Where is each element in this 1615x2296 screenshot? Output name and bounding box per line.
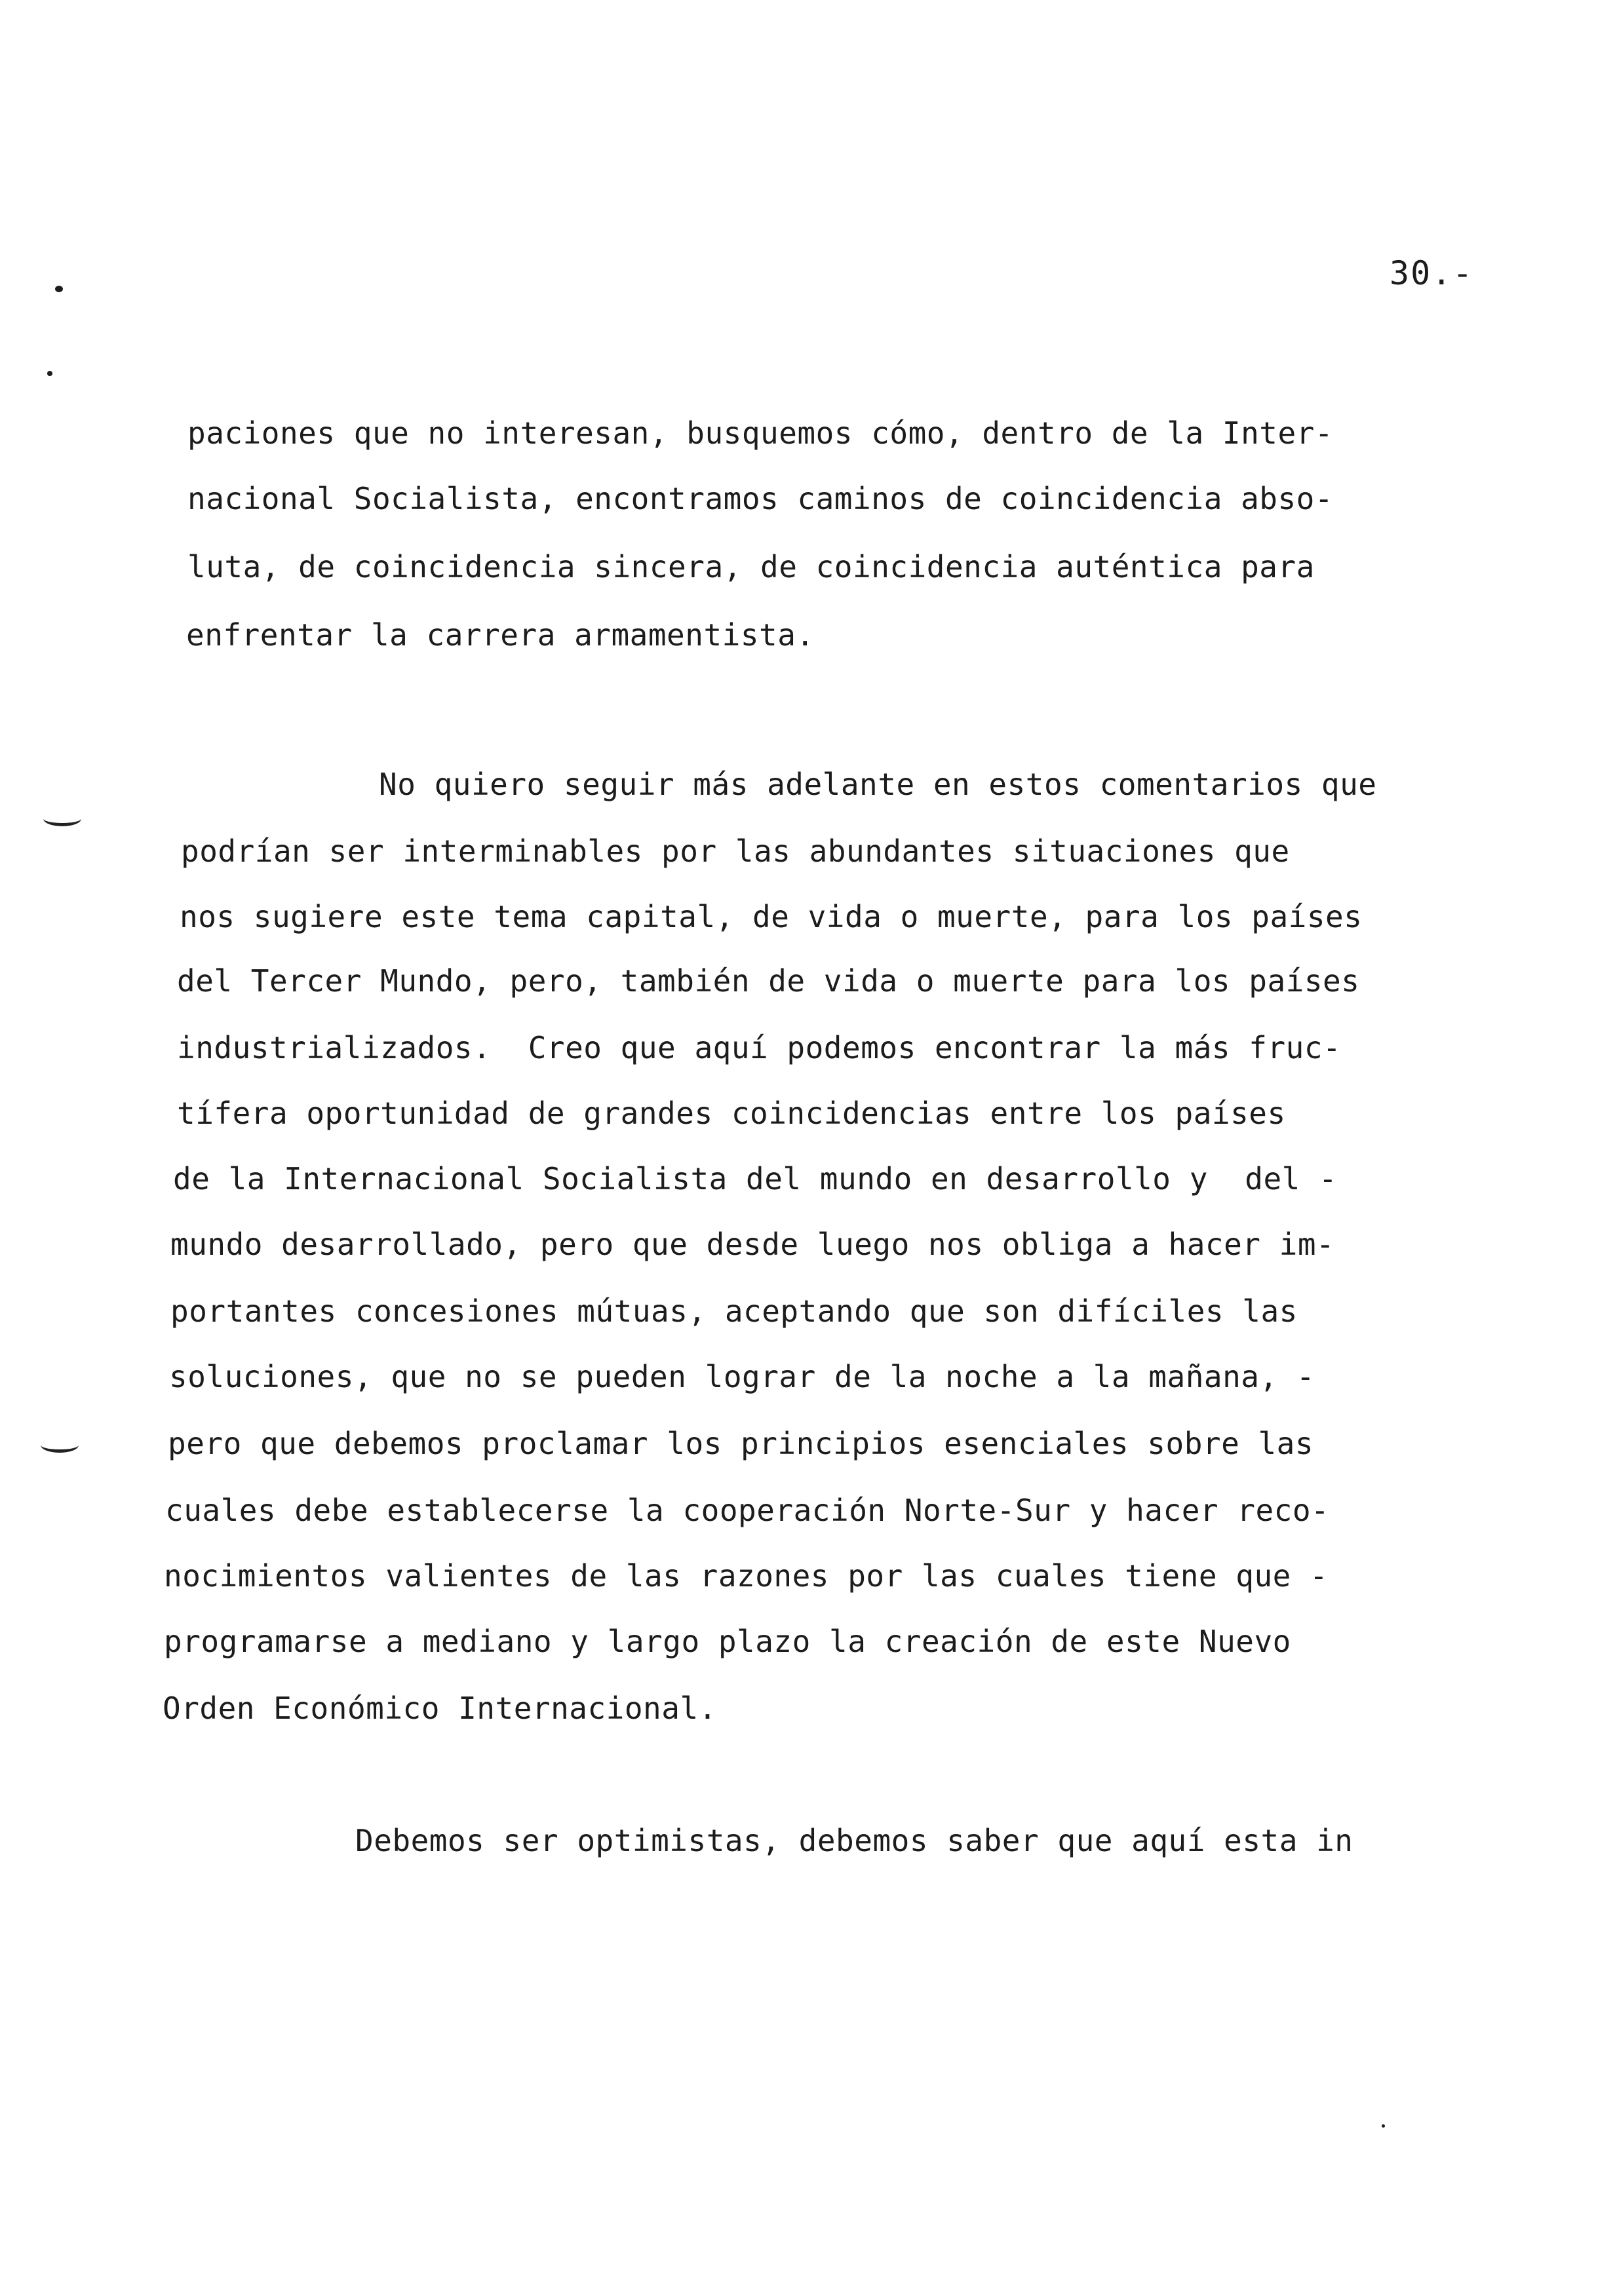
text-line: mundo desarrollado, pero que desde luego nos obliga a hacer im-: [170, 1227, 1335, 1262]
text-line: paciones que no interesan, busquemos cómo, dentro de la Inter-: [187, 415, 1334, 451]
text-line: enfrentar la carrera armamentista.: [186, 617, 815, 653]
text-line: luta, de coincidencia sincera, de coincidencia auténtica para: [187, 549, 1315, 584]
text-line: pero que debemos proclamar los principios esenciales sobre las: [168, 1426, 1314, 1461]
margin-dot: [47, 371, 52, 376]
text-line: cuales debe establecerse la cooperación Norte-Sur y hacer reco-: [165, 1493, 1330, 1528]
text-line: de la Internacional Socialista del mundo en desarrollo y del -: [173, 1161, 1338, 1196]
text-line: soluciones, que no se pueden lograr de la noche a la mañana, -: [169, 1359, 1315, 1394]
text-line: tífera oportunidad de grandes coincidencias entre los países: [177, 1096, 1286, 1131]
text-line: podrían ser interminables por las abundantes situaciones que: [181, 833, 1290, 869]
text-line: Debemos ser optimistas, debemos saber que aquí esta in: [355, 1823, 1353, 1858]
text-line: nos sugiere este tema capital, de vida o muerte, para los países: [180, 899, 1363, 934]
margin-bracket-mark: [41, 1434, 79, 1453]
text-line: industrializados. Creo que aquí podemos encontrar la más fruc-: [177, 1030, 1342, 1065]
text-line: portantes concesiones mútuas, aceptando que son difíciles las: [170, 1293, 1298, 1329]
text-line: del Tercer Mundo, pero, también de vida o muerte para los países: [177, 963, 1360, 999]
text-line: nacional Socialista, encontramos caminos de coincidencia abso-: [187, 481, 1334, 516]
text-line: Orden Económico Internacional.: [163, 1691, 717, 1726]
margin-bracket-mark: [43, 807, 81, 826]
margin-dot: [55, 286, 63, 292]
page-number: 30.-: [1390, 254, 1474, 292]
margin-dot: [1382, 2124, 1385, 2128]
text-line: nocimientos valientes de las razones por las cuales tiene que -: [164, 1558, 1329, 1594]
text-line: programarse a mediano y largo plazo la creación de este Nuevo: [164, 1624, 1291, 1659]
text-line: No quiero seguir más adelante en estos comentarios que: [379, 767, 1377, 802]
